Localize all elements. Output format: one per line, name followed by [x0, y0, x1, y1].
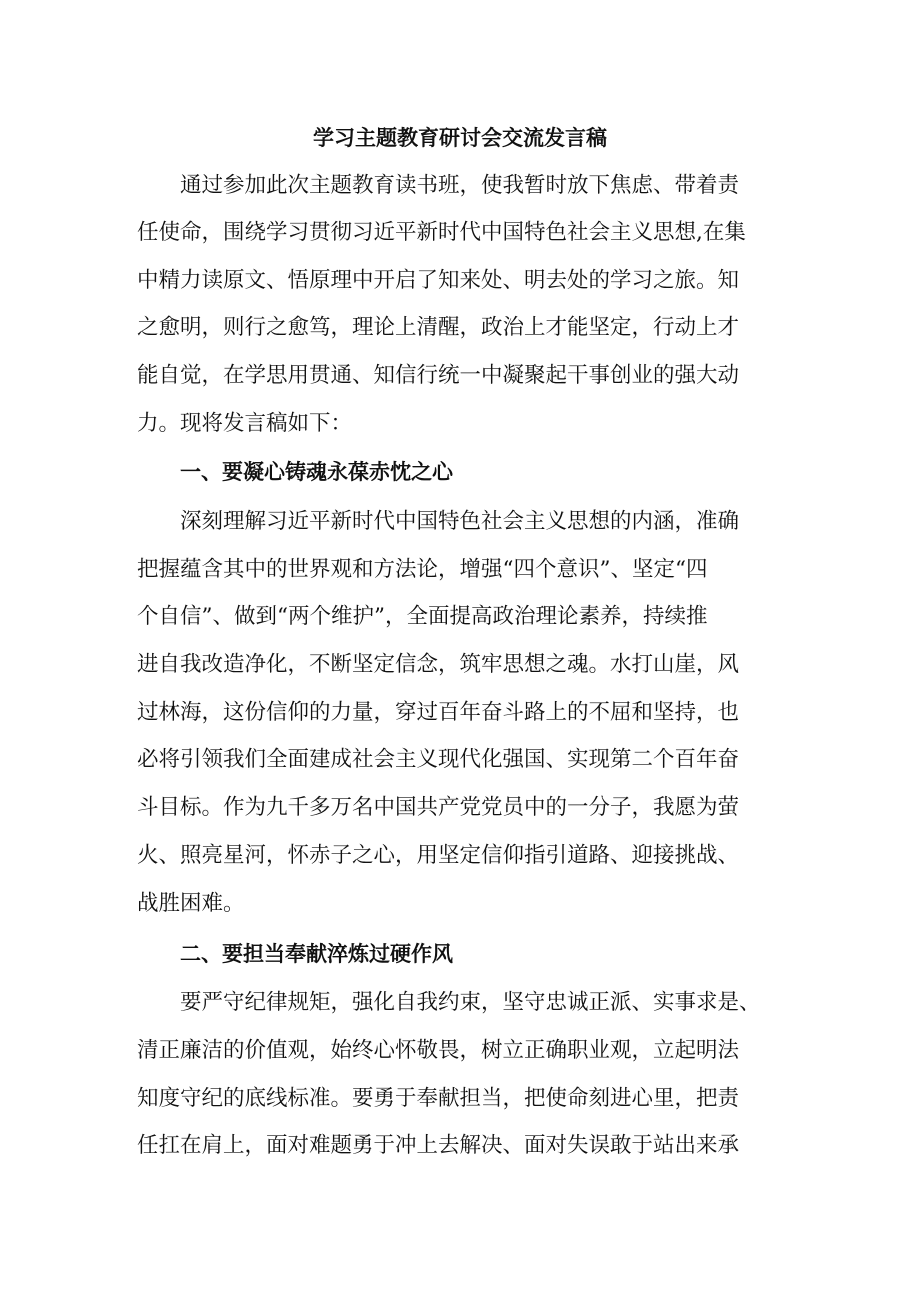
- paragraph-line: 能自觉，在学思用贯通、知信行统一中凝聚起干事创业的强大动: [137, 363, 740, 388]
- paragraph-line: 中精力读原文、悟原理中开启了知来处、明去处的学习之旅。知: [137, 268, 740, 293]
- paragraph-line: 知度守纪的底线标准。要勇于奉献担当，把使命刻进心里，把责: [137, 1086, 740, 1111]
- paragraph-line: 必将引领我们全面建成社会主义现代化强国、实现第二个百年奋: [137, 747, 740, 772]
- paragraph-line: 斗目标。作为九千多万名中国共产党党员中的一分子，我愿为萤: [137, 795, 740, 820]
- paragraph-line: 任使命，围绕学习贯彻习近平新时代中国特色社会主义思想,在集: [137, 220, 746, 245]
- paragraph-line: 战胜困难。: [137, 891, 245, 916]
- paragraph-line: 个自信”、做到“两个维护”，全面提高政治理论素养，持续推: [137, 604, 708, 629]
- document-title: 学习主题教育研讨会交流发言稿: [313, 126, 607, 150]
- paragraph-line: 过林海，这份信仰的力量，穿过百年奋斗路上的不屈和坚持，也: [137, 700, 740, 725]
- paragraph-line: 火、照亮星河，怀赤子之心，用坚定信仰指引道路、迎接挑战、: [137, 843, 740, 868]
- section-heading: 二、要担当奉献淬炼过硬作风: [180, 942, 453, 966]
- paragraph-line: 任扛在肩上，面对难题勇于冲上去解决、面对失误敢于站出来承: [137, 1133, 740, 1158]
- paragraph-line: 清正廉洁的价值观，始终心怀敬畏，树立正确职业观，立起明法: [137, 1038, 740, 1063]
- paragraph-line: 通过参加此次主题教育读书班，使我暂时放下焦虑、带着责: [180, 173, 740, 198]
- paragraph-line: 力。现将发言稿如下：: [137, 411, 353, 436]
- section-heading: 一、要凝心铸魂永葆赤忱之心: [180, 460, 453, 484]
- paragraph-line: 把握蕴含其中的世界观和方法论，增强“四个意识”、坚定“四: [137, 557, 708, 582]
- paragraph-line: 要严守纪律规矩，强化自我约束，坚守忠诚正派、实事求是、: [180, 990, 761, 1015]
- paragraph-line: 进自我改造净化，不断坚定信念，筑牢思想之魂。水打山崖，风: [137, 652, 740, 677]
- paragraph-line: 深刻理解习近平新时代中国特色社会主义思想的内涵，准确: [180, 509, 740, 534]
- paragraph-line: 之愈明，则行之愈笃，理论上清醒，政治上才能坚定，行动上才: [137, 315, 740, 340]
